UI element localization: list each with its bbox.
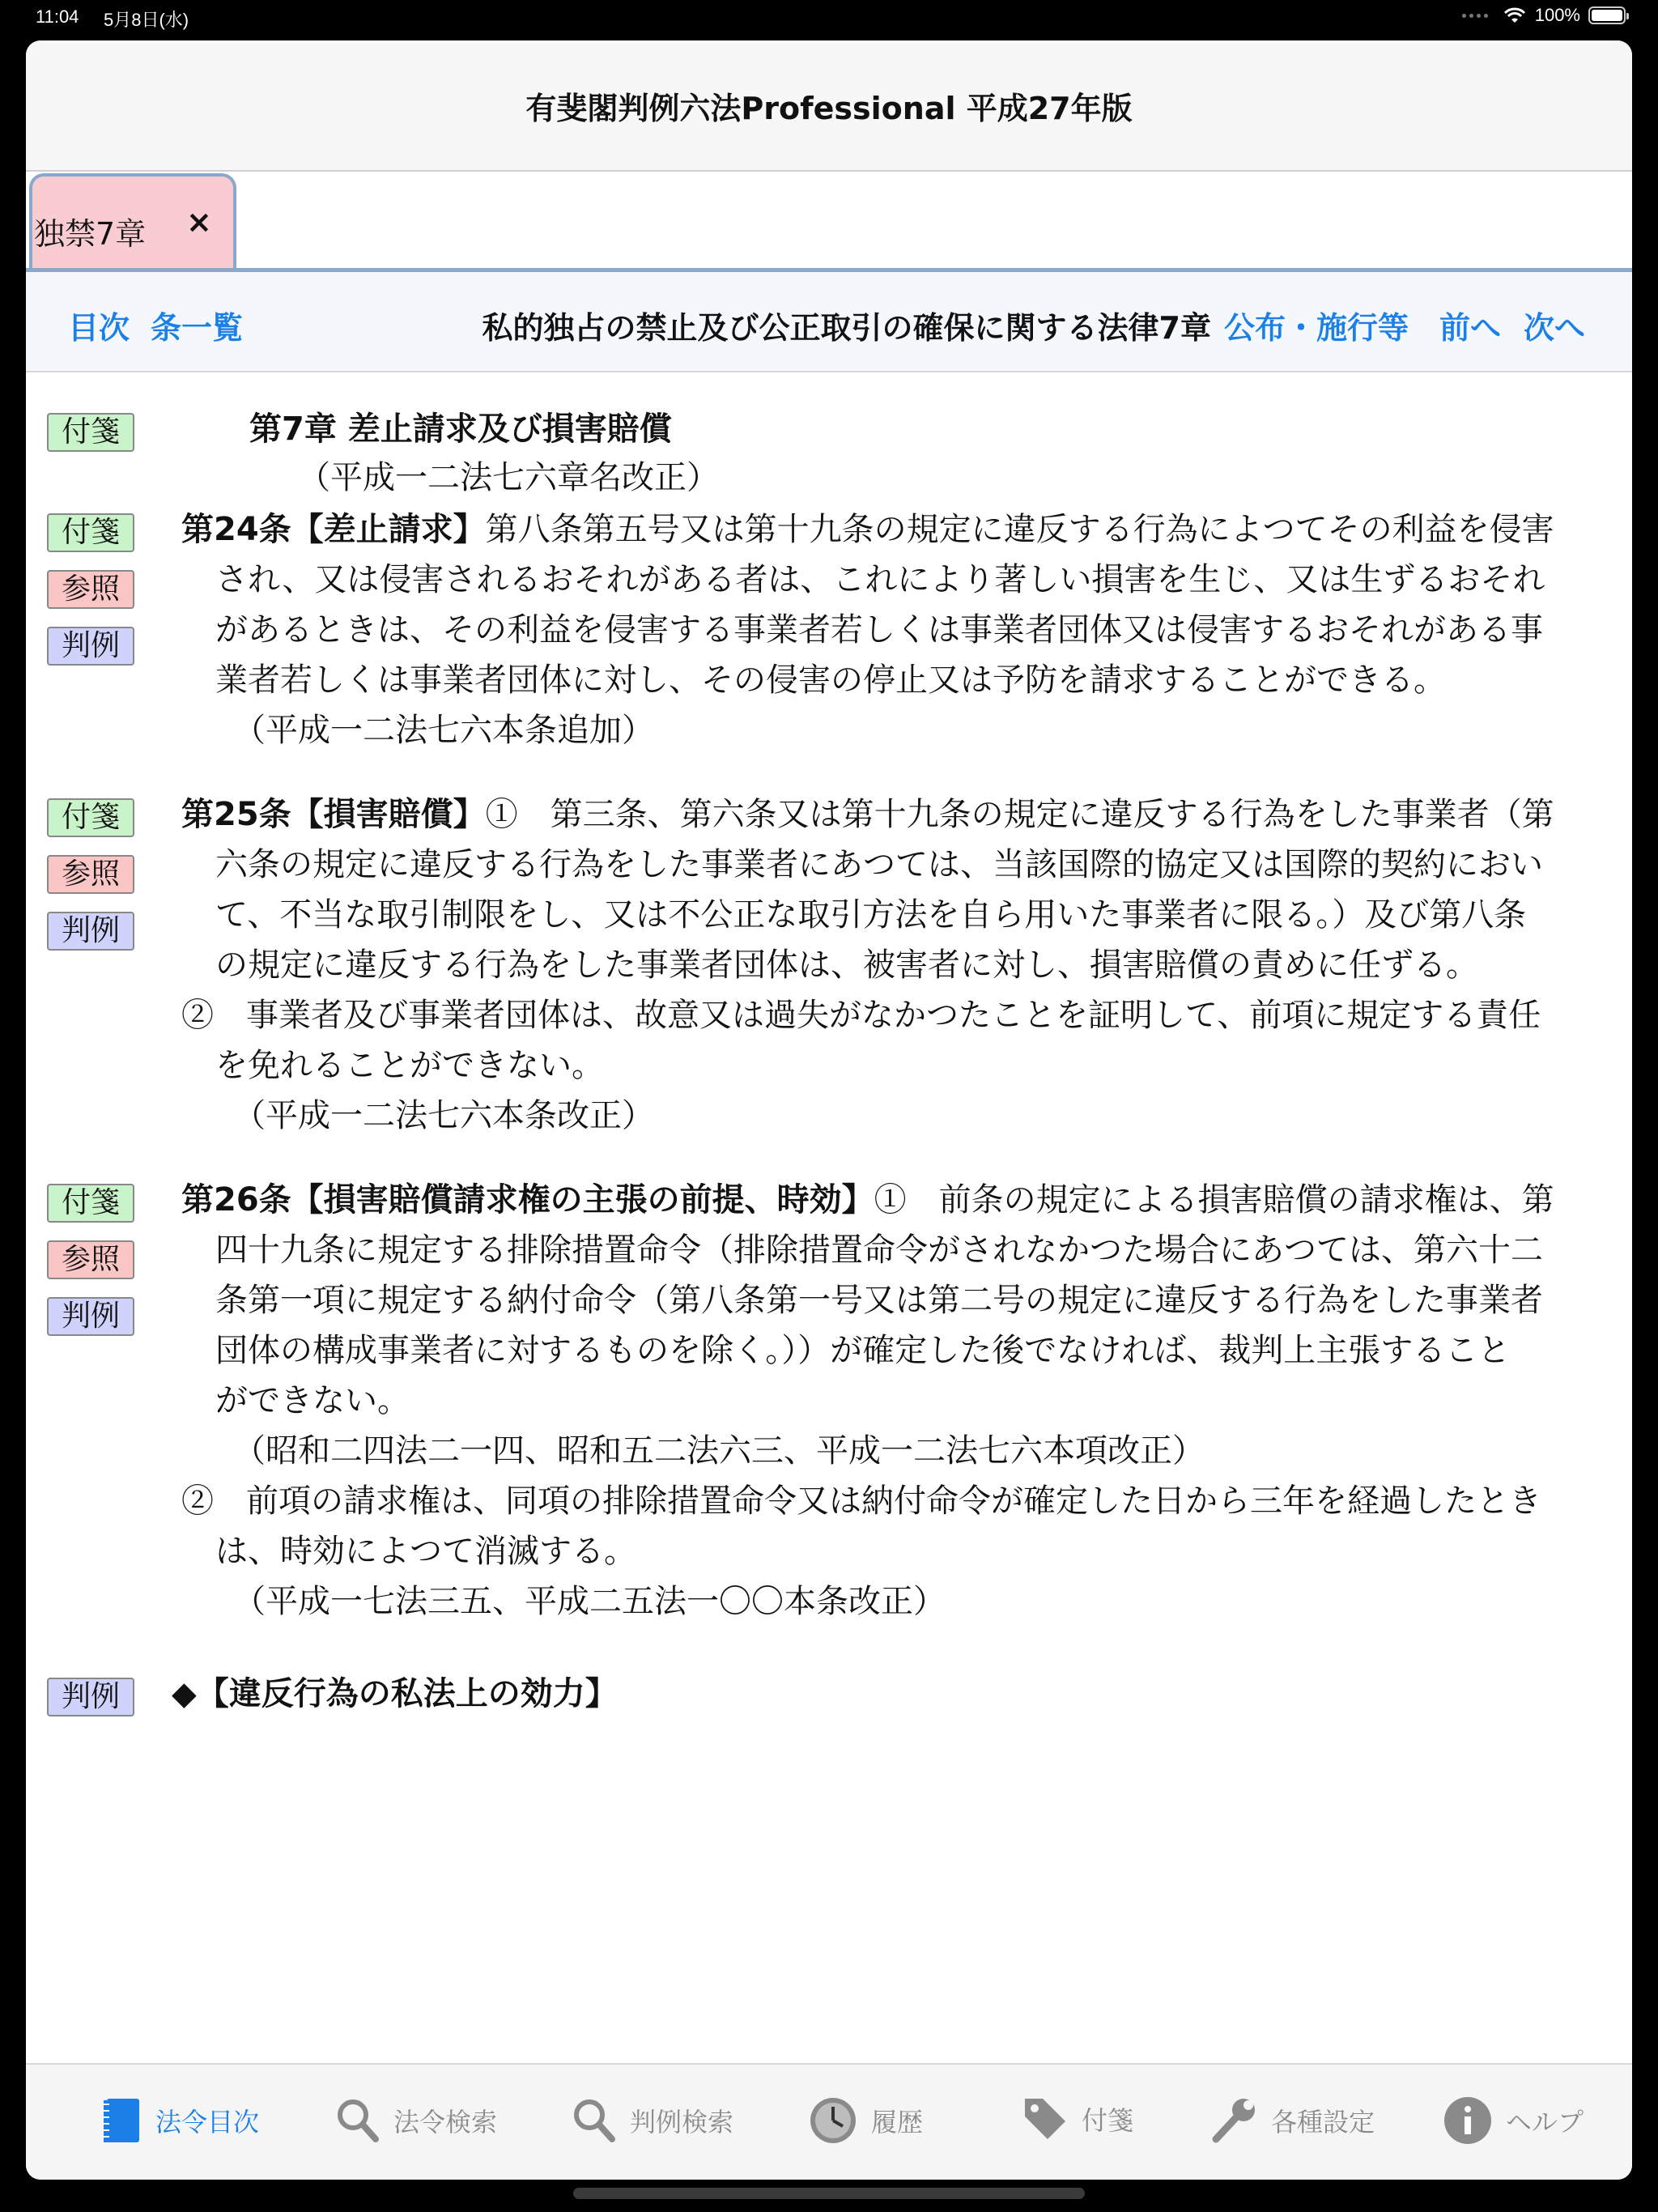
tab-label: 各種設定	[1271, 2107, 1375, 2138]
article-26-note: （平成一七法三五、平成二五法一〇〇本条改正）	[233, 1583, 946, 1620]
status-bar	[0, 0, 1658, 36]
tab-label: 判例検索	[630, 2107, 734, 2138]
article-26-para2-line: ② 前項の請求権は、同項の排除措置命令又は納付命令が確定した日から三年を経過したとき	[181, 1482, 1541, 1520]
article-26-line: ができない。	[215, 1382, 410, 1419]
search-icon	[572, 2095, 617, 2146]
tab-help[interactable]	[1443, 2095, 1584, 2146]
article-24-text: 第八条第五号又は第十九条の規定に違反する行為によつてその利益を侵害	[485, 511, 1554, 548]
case-law-heading[interactable]: ◆【違反行為の私法上の効力】	[172, 1675, 618, 1712]
clock-icon	[808, 2095, 858, 2146]
article-25-note: （平成一二法七六本条改正）	[233, 1097, 654, 1134]
article-25-text: ① 第三条、第六条又は第十九条の規定に違反する行為をした事業者（第	[485, 796, 1554, 833]
battery-percent: 100%	[1534, 5, 1580, 25]
fusen-button[interactable]: 付箋	[47, 1184, 134, 1223]
article-26-line	[181, 1176, 1554, 1224]
article-25-line: の規定に違反する行為をした事業者団体は、被害者に対し、損害賠償の責めに任ずる。	[215, 946, 1478, 984]
article-26-line: 四十九条に規定する排除措置命令（排除措置命令がされなかつた場合にあつては、第六十二	[215, 1231, 1543, 1269]
tab-label: 法令目次	[155, 2107, 260, 2138]
bottom-tab-bar	[26, 2063, 1632, 2180]
hanrei-button[interactable]: 判例	[47, 1297, 134, 1336]
tag-icon	[1022, 2095, 1069, 2142]
status-date: 5月8日(水)	[104, 10, 189, 30]
article-26-line: 条第一項に規定する納付命令（第八条第一号又は第二号の規定に違反する行為をした事業者	[215, 1282, 1543, 1319]
chapter-note: （平成一二法七六章名改正）	[298, 459, 719, 496]
tab-fusen[interactable]	[1022, 2095, 1133, 2142]
promulgation-link[interactable]: 公布・施行等	[1224, 310, 1409, 346]
article-24-line: され、又は侵害されるおそれがある者は、これにより著しい損害を生じ、又は生ずるおそれ	[215, 561, 1545, 598]
tab-law-toc[interactable]	[100, 2095, 259, 2146]
status-time: 11:04	[36, 6, 79, 27]
tab-case-search[interactable]	[572, 2095, 733, 2146]
article-24-heading[interactable]: 第24条【差止請求】	[181, 511, 486, 548]
tab-label: 法令検索	[393, 2107, 498, 2138]
sansho-button[interactable]: 参照	[47, 1240, 134, 1279]
article-24-line: があるときは、その利益を侵害する事業者若しくは事業者団体又は侵害するおそれがある事	[215, 611, 1543, 649]
article-26-line: 団体の構成事業者に対するものを除く。））が確定した後でなければ、裁判上主張すること	[215, 1332, 1511, 1369]
article-24-line	[181, 505, 1554, 554]
chapter-heading: 第7章 差止請求及び損害賠償	[249, 410, 672, 448]
law-content	[26, 372, 1632, 2040]
tab-law-search[interactable]	[335, 2095, 497, 2146]
article-list-link[interactable]: 条一覧	[151, 310, 244, 346]
hanrei-button[interactable]: 判例	[47, 627, 134, 666]
tab-label: 履歴	[871, 2107, 924, 2138]
info-icon	[1443, 2095, 1493, 2146]
signal-dots-icon	[1462, 14, 1488, 18]
toc-link[interactable]: 目次	[68, 310, 130, 346]
next-link[interactable]: 次へ	[1524, 310, 1586, 346]
article-26-heading[interactable]: 第26条【損害賠償請求権の主張の前提、時効】	[181, 1181, 874, 1219]
home-indicator[interactable]	[573, 2188, 1085, 2199]
article-25-heading[interactable]: 第25条【損害賠償】	[181, 796, 486, 833]
document-tab-label: 独禁7章	[34, 216, 147, 252]
document-tab-bar	[26, 172, 1632, 272]
prev-link[interactable]: 前へ	[1439, 310, 1502, 346]
sansho-button[interactable]: 参照	[47, 570, 134, 609]
article-25-para2-line: ② 事業者及び事業者団体は、故意又は過失がなかつたことを証明して、前項に規定する責任	[181, 997, 1541, 1034]
article-26-note: （昭和二四法二一四、昭和五二法六三、平成一二法七六本項改正）	[233, 1432, 1205, 1470]
search-icon	[335, 2095, 380, 2146]
article-24-note: （平成一二法七六本条追加）	[233, 712, 654, 749]
app-sheet	[26, 40, 1632, 2180]
fusen-button[interactable]: 付箋	[47, 798, 134, 837]
law-toolbar	[26, 272, 1632, 372]
status-right	[1462, 5, 1626, 26]
article-26-para2-line: は、時効によつて消滅する。	[215, 1533, 636, 1570]
article-25-para2-line: を免れることができない。	[215, 1047, 604, 1084]
article-25-line: て、不当な取引制限をし、又は不公正な取引方法を自ら用いた事業者に限る。）及び第八条	[215, 896, 1527, 934]
wrench-icon	[1208, 2095, 1258, 2146]
law-chapter-title: 私的独占の禁止及び公正取引の確保に関する法律7章	[482, 310, 1211, 346]
article-26-text: ① 前条の規定による損害賠償の請求権は、第	[874, 1181, 1554, 1219]
tab-history[interactable]	[808, 2095, 923, 2146]
app-title: 有斐閣判例六法Professional 平成27年版	[525, 90, 1133, 126]
tab-label: 付箋	[1082, 2105, 1134, 2136]
hanrei-button[interactable]: 判例	[47, 912, 134, 951]
wifi-icon	[1503, 6, 1527, 24]
article-25-line	[181, 790, 1554, 839]
hanrei-button[interactable]: 判例	[47, 1678, 134, 1716]
fusen-button[interactable]: 付箋	[47, 513, 134, 552]
book-icon	[100, 2095, 142, 2146]
close-icon[interactable]: ×	[186, 204, 212, 240]
article-24-line: 業者若しくは事業者団体に対し、その侵害の停止又は予防を請求することができる。	[215, 661, 1446, 699]
nav-bar	[26, 40, 1632, 172]
sansho-button[interactable]: 参照	[47, 855, 134, 894]
battery-icon	[1588, 6, 1626, 24]
document-tab[interactable]	[29, 173, 236, 270]
fusen-button[interactable]: 付箋	[47, 413, 134, 452]
tab-label: ヘルプ	[1506, 2107, 1584, 2138]
article-25-line: 六条の規定に違反する行為をした事業者にあつては、当該国際的協定又は国際的契約におい	[215, 846, 1543, 883]
tab-settings[interactable]	[1208, 2095, 1375, 2146]
